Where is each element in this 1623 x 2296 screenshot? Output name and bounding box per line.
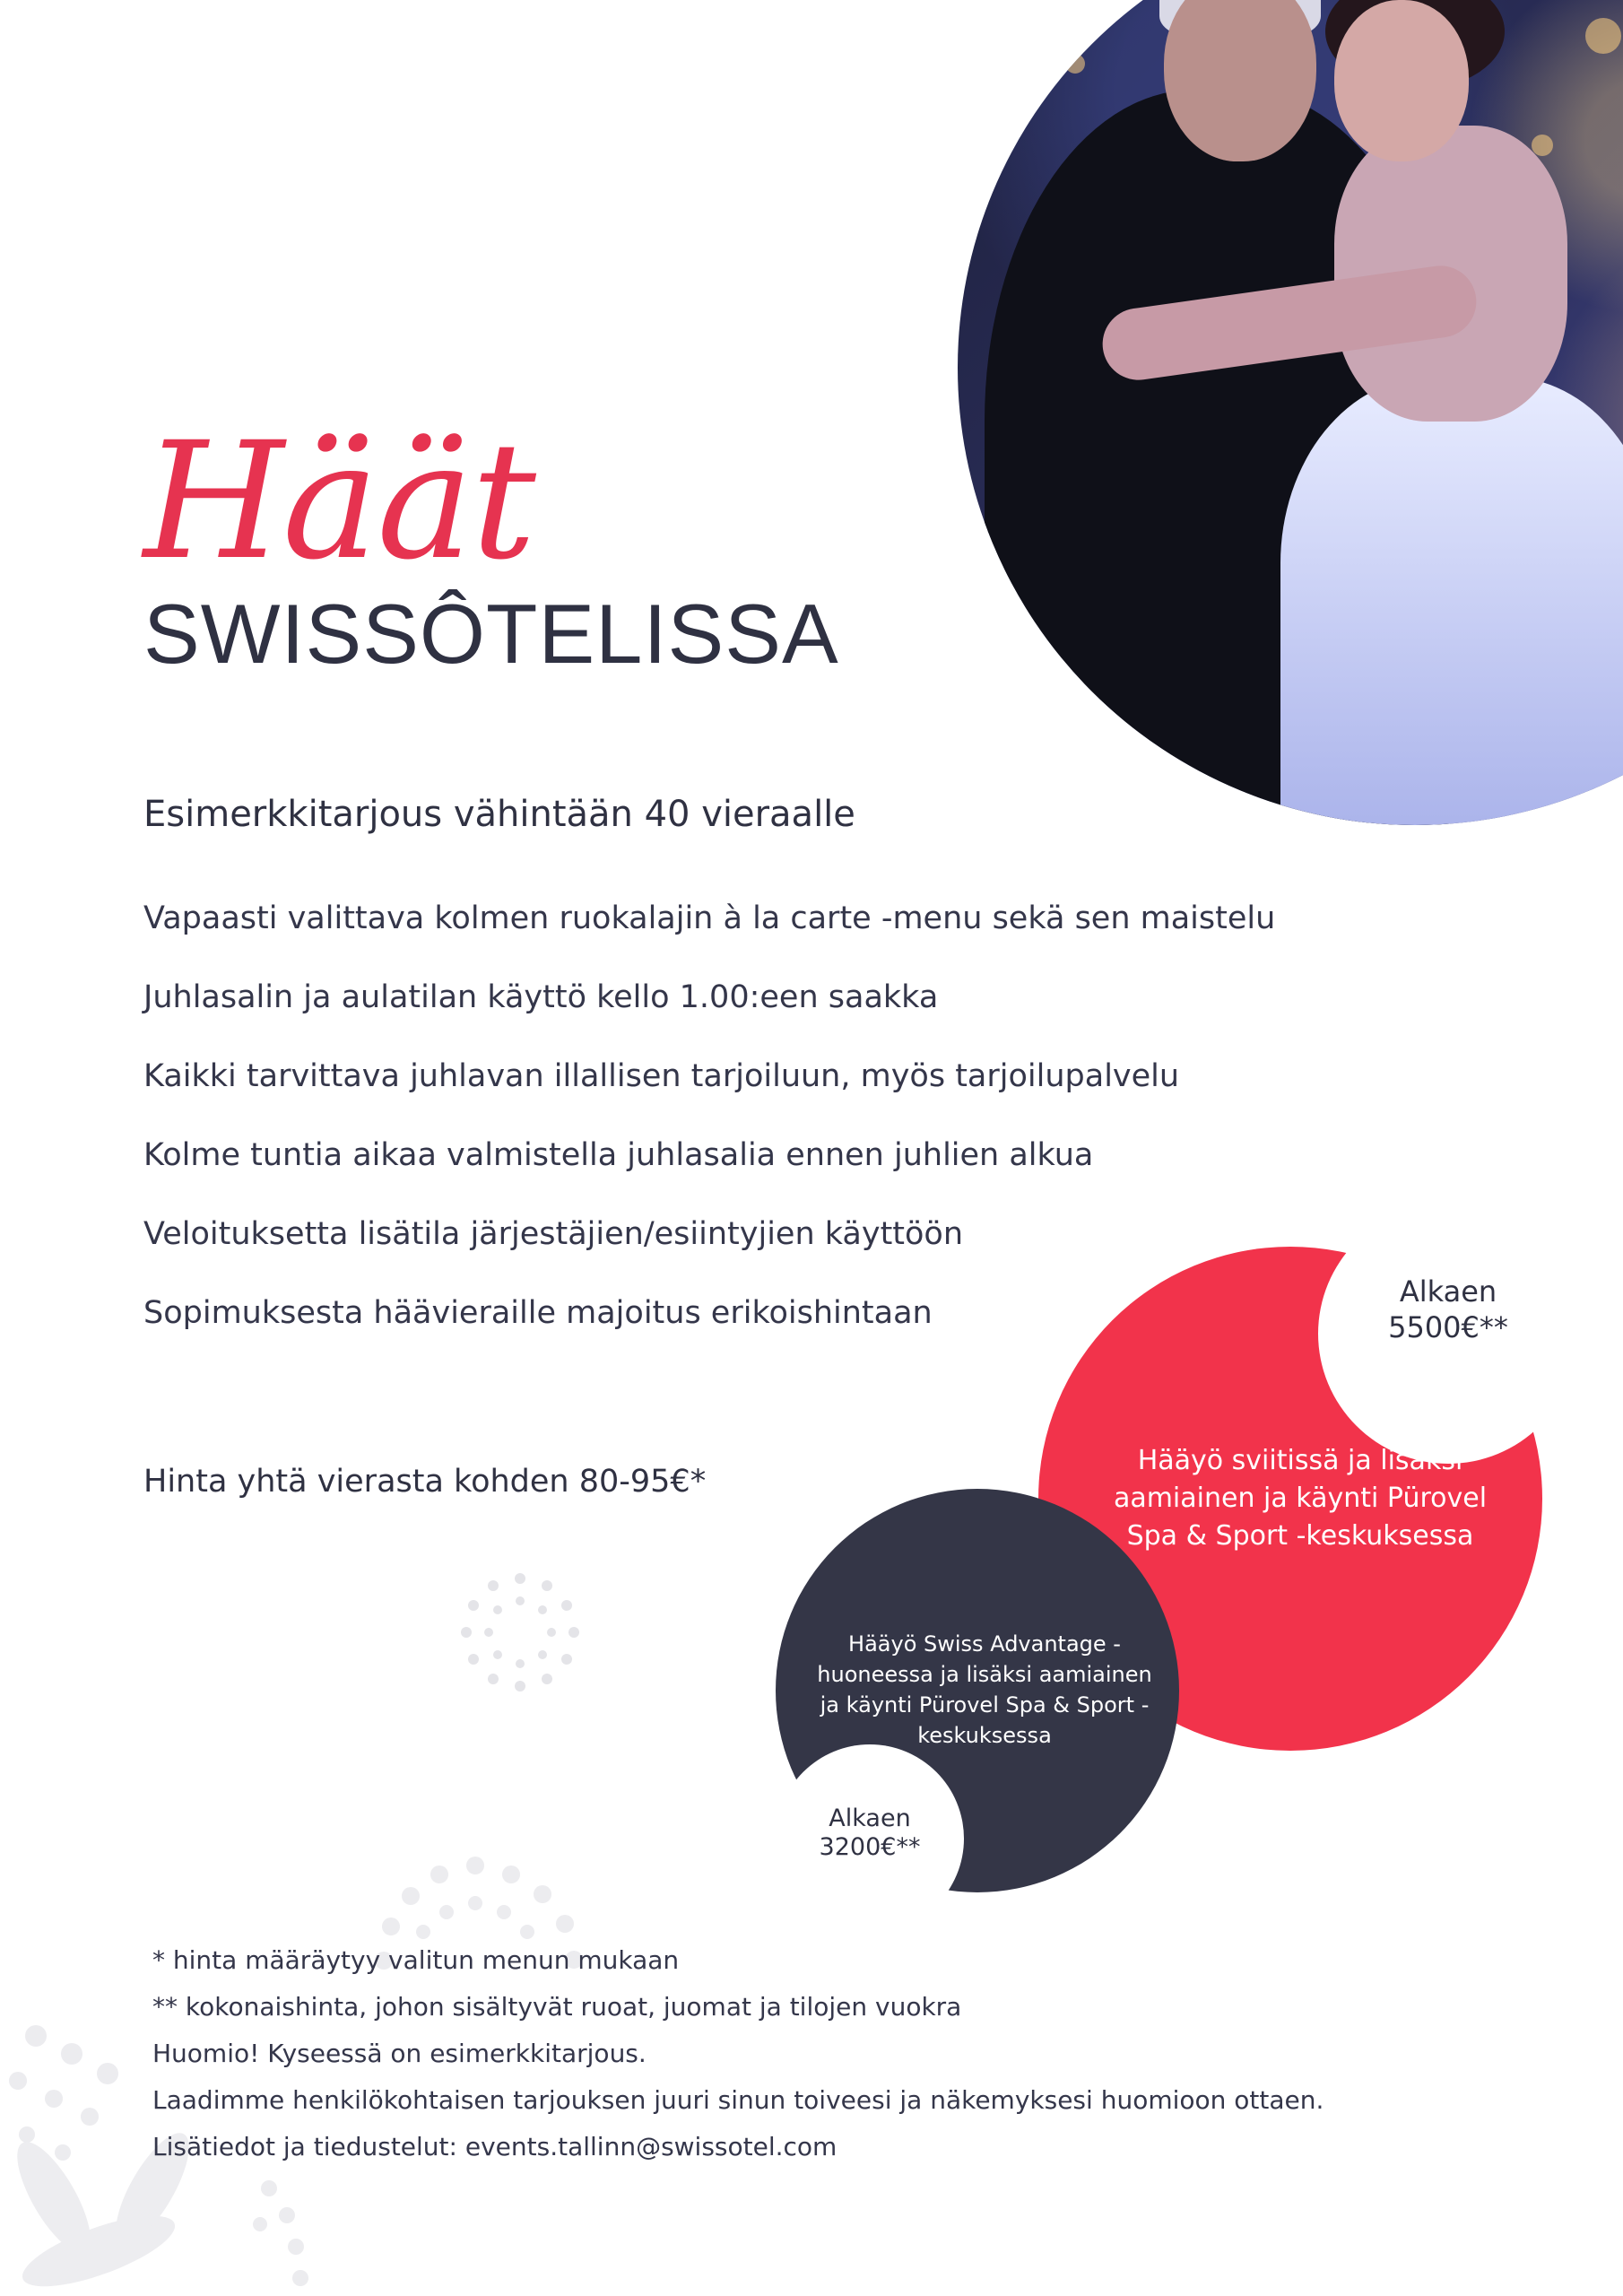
suite-price-value: 5500€**	[1388, 1310, 1508, 1344]
contact-footnote: Lisätiedot ja tiedustelut: events.tallinn@swissotel.com	[152, 2132, 838, 2161]
feature-item: Kolme tuntia aikaa valmistella juhlasalia ennen juhlien alkua	[143, 1137, 1094, 1173]
page-title-script: Häät	[143, 408, 534, 596]
footnote: ** kokonaishinta, johon sisältyvät ruoat, juomat ja tilojen vuokra	[152, 1992, 962, 2022]
footnote: * hinta määräytyy valitun menun mukaan	[152, 1945, 680, 1975]
price-per-guest: Hinta yhtä vierasta kohden 80-95€*	[143, 1464, 707, 1500]
feature-list	[143, 893, 1275, 1367]
page-title-caps: SWISSÔTELISSA	[143, 587, 839, 681]
room-price-label: Alkaen	[829, 1805, 911, 1832]
feature-item: Veloituksetta lisätila järjestäjien/esiintyjien käyttöön	[143, 1216, 964, 1252]
suite-price-label: Alkaen	[1399, 1274, 1497, 1309]
wedding-couple-photo	[958, 0, 1623, 825]
footnotes	[152, 1941, 1324, 2174]
room-price-value: 3200€**	[819, 1833, 921, 1861]
footnote: Huomio! Kyseessä on esimerkkitarjous.	[152, 2039, 647, 2068]
feature-item: Juhlasalin ja aulatilan käyttö kello 1.00:een saakka	[143, 979, 939, 1015]
dotted-flower-pattern-small	[448, 1561, 592, 1704]
feature-item: Sopimuksesta häävieraille majoitus erikoishintaan	[143, 1295, 933, 1331]
footnote: Laadimme henkilökohtaisen tarjouksen juuri sinun toiveesi ja näkemyksesi huomioon ottaen.	[152, 2085, 1324, 2115]
room-offer-description: Hääyö Swiss Advantage -huoneessa ja lisäksi aamiainen ja käynti Pürovel Spa & Sport -keskuksessa	[817, 1631, 1152, 1748]
room-price	[789, 1805, 950, 1862]
suite-price	[1327, 1274, 1569, 1345]
suite-offer-description: Hääyö sviitissä ja lisäksi aamiainen ja käynti Pürovel Spa & Sport -keskuksessa	[1113, 1445, 1488, 1552]
offer-subtitle: Esimerkkitarjous vähintään 40 vieraalle	[143, 794, 855, 835]
feature-item: Vapaasti valittava kolmen ruokalajin à la carte -menu sekä sen maistelu	[143, 900, 1276, 936]
feature-item: Kaikki tarvittava juhlavan illallisen tarjoiluun, myös tarjoilupalvelu	[143, 1058, 1180, 1094]
